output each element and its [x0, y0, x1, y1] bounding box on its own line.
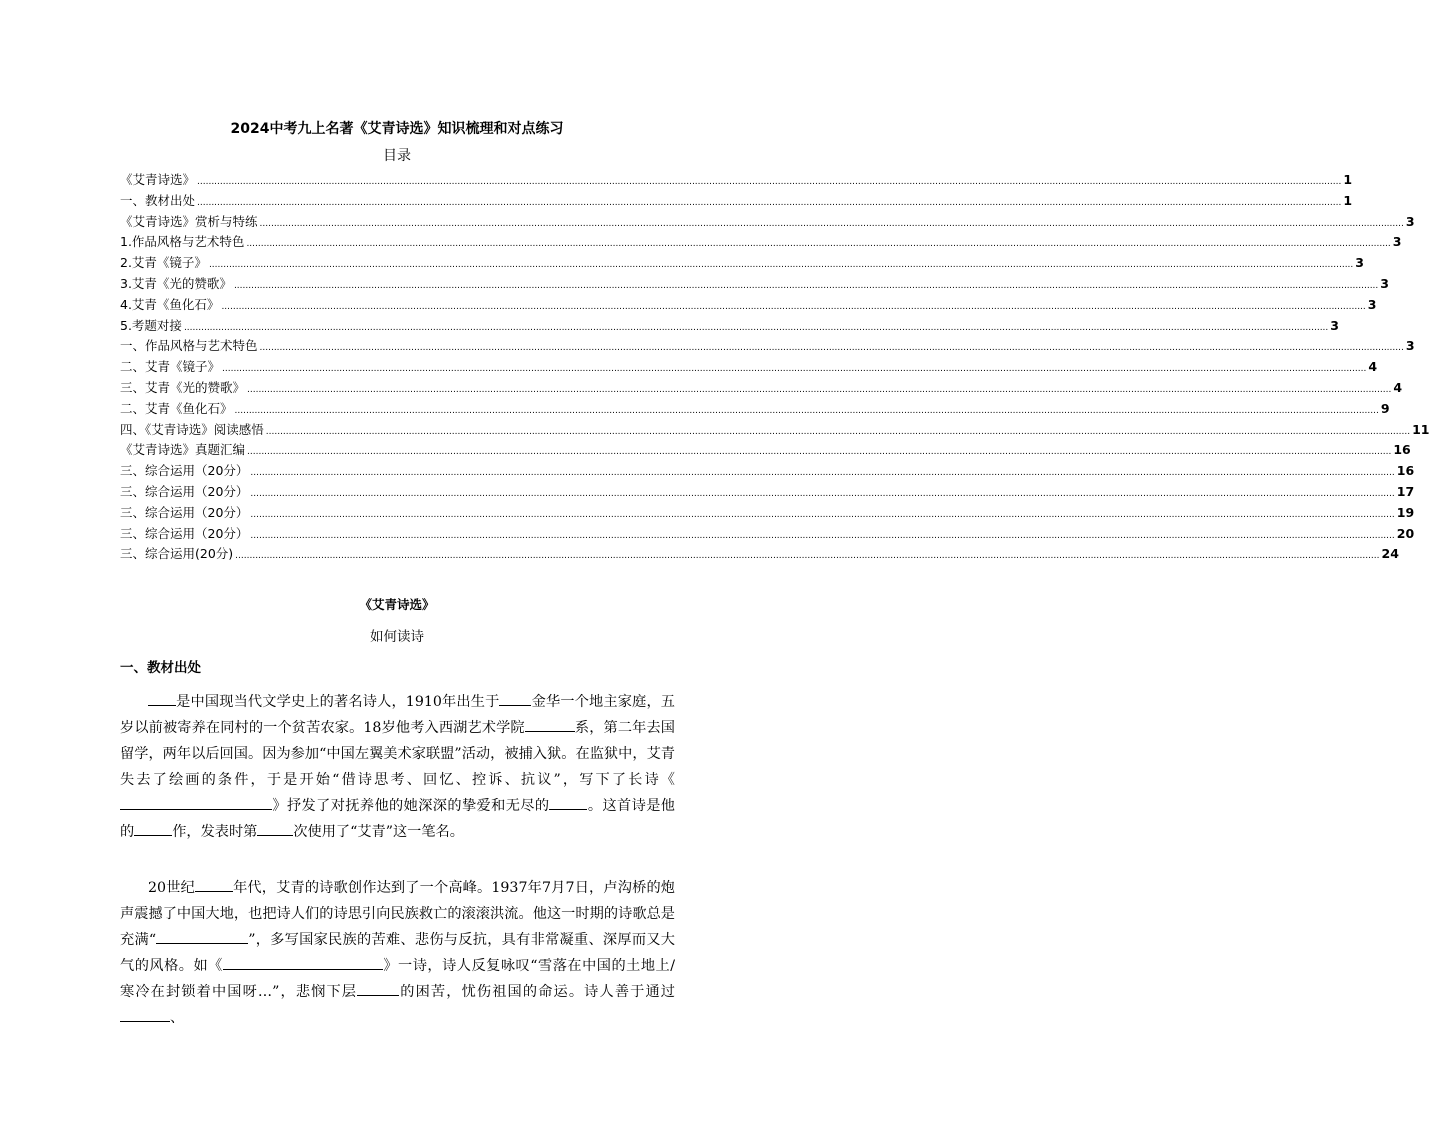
- toc-entry-label: 三、综合运用（20分）: [120, 504, 249, 520]
- toc-entry-label: 二、艾青《镜子》: [120, 359, 221, 375]
- toc-entry[interactable]: [120, 420, 1430, 441]
- toc-entry-page: 20: [1396, 525, 1415, 541]
- paragraph-text: 、: [170, 1010, 185, 1026]
- toc-leader-dots: ................................................................................................................................................................................................................................................................................................................................................................................................................: [259, 343, 1404, 354]
- fill-blank[interactable]: [223, 954, 383, 970]
- toc-entry-label: 2.艾青《镜子》: [120, 255, 207, 271]
- toc-entry-page: 3: [1380, 275, 1389, 291]
- toc-leader-dots: ................................................................................................................................................................................................................................................................................................................................................................................................................: [235, 551, 1380, 562]
- toc-leader-dots: ................................................................................................................................................................................................................................................................................................................................................................................................................: [222, 364, 1367, 375]
- toc-leader-dots: ................................................................................................................................................................................................................................................................................................................................................................................................................: [265, 426, 1411, 437]
- toc-entry[interactable]: [120, 482, 1415, 503]
- toc-leader-dots: ................................................................................................................................................................................................................................................................................................................................................................................................................: [246, 239, 1391, 250]
- toc-entry[interactable]: [120, 295, 1377, 316]
- toc-entry[interactable]: [120, 503, 1415, 524]
- toc-leader-dots: ................................................................................................................................................................................................................................................................................................................................................................................................................: [250, 530, 1395, 541]
- paragraph-text: 年代，艾青的诗歌创作达到了一个高峰。1937年7月7日，卢沟桥的炮声震撼了中国大地，也把诗人们的诗思引向民族救亡的滚滚洪流。他这一时期的诗歌总是充满“: [120, 880, 675, 948]
- toc-entry-page: 3: [1405, 213, 1415, 229]
- toc-leader-dots: ................................................................................................................................................................................................................................................................................................................................................................................................................: [233, 280, 1379, 291]
- paragraph-text: 系，第二年去国留学，两年以后回国。因为参加“中国左翼美术家联盟”活动，被捕入狱。在监狱中，艾青失去了绘画的条件，于是开始“借诗思考、回忆、控诉、抗议”，写下了长诗《: [120, 720, 675, 788]
- toc-entry[interactable]: [120, 232, 1402, 253]
- toc-leader-dots: ................................................................................................................................................................................................................................................................................................................................................................................................................: [234, 405, 1379, 416]
- toc-entry-page: 1: [1343, 172, 1353, 187]
- toc-entry-page: 3: [1392, 234, 1402, 250]
- fill-blank[interactable]: [499, 690, 531, 706]
- paragraph-text: 次使用了“艾青”这一笔名。: [293, 824, 464, 840]
- toc-leader-dots: ................................................................................................................................................................................................................................................................................................................................................................................................................: [250, 468, 1395, 479]
- table-of-contents: [120, 170, 1430, 565]
- toc-entry-label: 三、综合运用（20分）: [120, 463, 249, 479]
- toc-leader-dots: ................................................................................................................................................................................................................................................................................................................................................................................................................: [183, 322, 1329, 333]
- toc-entry[interactable]: [120, 274, 1389, 295]
- heading-textbook-source: 一、教材出处: [120, 660, 201, 676]
- toc-entry-label: 二、艾青《鱼化石》: [120, 400, 233, 416]
- toc-entry-label: 三、综合运用（20分）: [120, 483, 249, 499]
- toc-entry[interactable]: [120, 253, 1364, 274]
- toc-entry-page: 9: [1380, 400, 1390, 416]
- paragraph-text: 20世纪: [148, 880, 195, 896]
- toc-entry-label: 1.作品风格与艺术特色: [120, 234, 245, 250]
- toc-entry[interactable]: [120, 336, 1415, 357]
- toc-entry[interactable]: [120, 170, 1353, 191]
- toc-entry-page: 3: [1405, 338, 1415, 354]
- toc-heading: 目录: [383, 148, 411, 164]
- paragraph-text: 》一诗，诗人反复咏叹“雪落在中国的土地上/寒冷在封锁着中国呀…”，悲悯下层: [120, 958, 675, 1000]
- toc-entry-label: 三、艾青《光的赞歌》: [120, 379, 246, 395]
- fill-blank[interactable]: [195, 876, 233, 892]
- toc-entry-label: 一、作品风格与艺术特色: [120, 338, 258, 354]
- fill-blank[interactable]: [549, 794, 587, 810]
- toc-entry-page: 3: [1330, 317, 1339, 333]
- toc-entry[interactable]: [120, 399, 1390, 420]
- paragraph-text: ”，多写国家民族的苦难、悲伤与反抗，具有非常凝重、深厚而又大气的风格。如《: [120, 932, 675, 974]
- toc-entry-label: 四、《艾青诗选》阅读感悟: [120, 421, 264, 437]
- paragraph-intro: [120, 689, 675, 845]
- document-title: 2024中考九上名著《艾青诗选》知识梳理和对点练习: [230, 121, 564, 137]
- toc-entry-label: 《艾青诗选》真题汇编: [120, 442, 246, 458]
- paragraph-text: 作，发表时第: [172, 824, 258, 840]
- toc-leader-dots: ................................................................................................................................................................................................................................................................................................................................................................................................................: [208, 260, 1354, 271]
- toc-leader-dots: ................................................................................................................................................................................................................................................................................................................................................................................................................: [197, 197, 1342, 208]
- toc-leader-dots: ................................................................................................................................................................................................................................................................................................................................................................................................................: [247, 384, 1392, 395]
- toc-entry[interactable]: [120, 316, 1339, 337]
- paragraph-text: 。这首诗是他的: [120, 798, 675, 840]
- toc-entry-label: 《艾青诗选》赏析与特练: [120, 213, 258, 229]
- toc-entry[interactable]: [120, 212, 1415, 233]
- toc-entry-page: 4: [1368, 359, 1378, 375]
- toc-entry[interactable]: [120, 544, 1399, 565]
- toc-entry[interactable]: [120, 191, 1353, 212]
- fill-blank[interactable]: [156, 928, 248, 944]
- toc-leader-dots: ................................................................................................................................................................................................................................................................................................................................................................................................................: [250, 509, 1395, 520]
- toc-entry[interactable]: [120, 378, 1403, 399]
- paragraph-text: 是中国现当代文学史上的著名诗人，1910年出生于: [176, 694, 500, 710]
- fill-blank[interactable]: [525, 716, 575, 732]
- fill-blank[interactable]: [134, 820, 172, 836]
- toc-leader-dots: ................................................................................................................................................................................................................................................................................................................................................................................................................: [221, 301, 1366, 312]
- fill-blank[interactable]: [120, 1006, 170, 1022]
- fill-blank[interactable]: [120, 794, 272, 810]
- paragraph-text: 金华一个地主家庭，五岁以前被寄养在同村的一个贫苦农家。18岁他考入西湖艺术学院: [120, 694, 675, 736]
- toc-entry-page: 3: [1355, 255, 1364, 271]
- toc-entry-page: 16: [1396, 463, 1415, 479]
- toc-entry-label: 三、综合运用(20分): [120, 546, 234, 562]
- toc-entry-page: 3: [1367, 296, 1377, 312]
- toc-entry-label: 4.艾青《鱼化石》: [120, 296, 220, 312]
- fill-blank[interactable]: [148, 690, 176, 706]
- toc-entry-page: 24: [1381, 546, 1399, 562]
- paragraph-text: 》抒发了对抚养他的她深深的挚爱和无尽的: [272, 798, 550, 814]
- toc-entry-page: 4: [1393, 379, 1403, 395]
- toc-leader-dots: ................................................................................................................................................................................................................................................................................................................................................................................................................: [197, 177, 1342, 187]
- toc-entry-page: 17: [1396, 483, 1415, 499]
- toc-entry-label: 3.艾青《光的赞歌》: [120, 275, 232, 291]
- toc-entry-page: 11: [1412, 421, 1430, 437]
- toc-leader-dots: ................................................................................................................................................................................................................................................................................................................................................................................................................: [247, 447, 1392, 458]
- section-title: 《艾青诗选》: [359, 597, 435, 612]
- toc-entry-label: 5.考题对接: [120, 317, 182, 333]
- paragraph-text: 的困苦，忧伤祖国的命运。诗人善于通过: [399, 984, 675, 1000]
- toc-entry[interactable]: [120, 440, 1411, 461]
- fill-blank[interactable]: [357, 980, 399, 996]
- toc-leader-dots: ................................................................................................................................................................................................................................................................................................................................................................................................................: [250, 488, 1395, 499]
- fill-blank[interactable]: [257, 820, 293, 836]
- section-subtitle: 如何读诗: [370, 629, 424, 645]
- paragraph-1930s: [120, 875, 675, 1031]
- toc-entry[interactable]: [120, 357, 1378, 378]
- toc-entry-label: 三、综合运用（20分）: [120, 525, 249, 541]
- toc-entry-label: 《艾青诗选》: [120, 172, 196, 187]
- toc-leader-dots: ................................................................................................................................................................................................................................................................................................................................................................................................................: [259, 218, 1404, 229]
- toc-entry-page: 19: [1396, 504, 1415, 520]
- toc-entry-page: 16: [1393, 442, 1411, 458]
- toc-entry-page: 1: [1343, 192, 1353, 208]
- toc-entry[interactable]: [120, 524, 1415, 545]
- toc-entry[interactable]: [120, 461, 1415, 482]
- toc-entry-label: 一、教材出处: [120, 192, 196, 208]
